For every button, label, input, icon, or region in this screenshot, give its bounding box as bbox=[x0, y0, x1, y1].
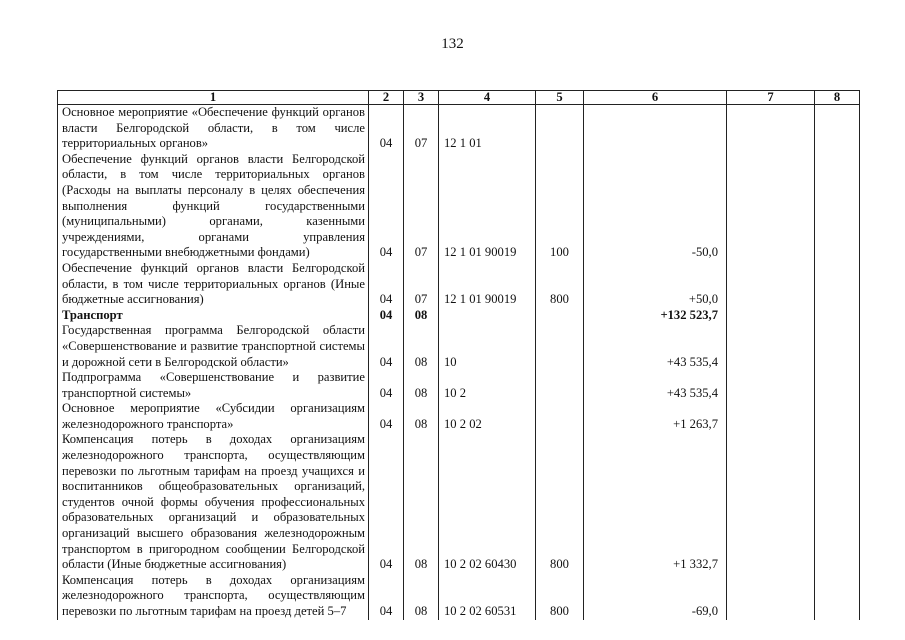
target-item-cell: 10 2 02 60430 bbox=[439, 432, 536, 572]
expense-type-cell bbox=[536, 105, 584, 152]
section-code-cell: 04 bbox=[369, 573, 404, 620]
section-code-cell: 04 bbox=[369, 323, 404, 370]
row-name-cell: Транспорт bbox=[58, 308, 369, 324]
expense-type-cell: 800 bbox=[536, 573, 584, 620]
section-code-cell: 04 bbox=[369, 261, 404, 308]
col7-cell bbox=[727, 261, 815, 308]
row-name-cell: Обеспечение функций органов власти Белгородской области, в том числе территориальных органов (Расходы на выплаты персоналу в целях обеспечения выполнения функций государственными (муниципальными) органами, казенными учреждениями, органами управления государственными внебюджетными фондами) bbox=[58, 152, 369, 261]
table-row bbox=[58, 370, 860, 401]
expense-type-cell bbox=[536, 370, 584, 401]
target-item-cell: 12 1 01 bbox=[439, 105, 536, 152]
target-item-cell: 10 2 02 bbox=[439, 401, 536, 432]
amount-change-cell bbox=[584, 105, 727, 152]
budget-table bbox=[57, 90, 860, 620]
table-row bbox=[58, 105, 860, 152]
col7-cell bbox=[727, 401, 815, 432]
target-item-cell: 12 1 01 90019 bbox=[439, 261, 536, 308]
section-code-cell: 04 bbox=[369, 308, 404, 324]
table-row bbox=[58, 573, 860, 620]
col7-cell bbox=[727, 370, 815, 401]
section-code-cell: 04 bbox=[369, 152, 404, 261]
amount-change-cell: +1 263,7 bbox=[584, 401, 727, 432]
amount-change-cell: +50,0 bbox=[584, 261, 727, 308]
expense-type-cell: 100 bbox=[536, 152, 584, 261]
table-row bbox=[58, 308, 860, 324]
amount-change-cell: +43 535,4 bbox=[584, 370, 727, 401]
expense-type-cell: 800 bbox=[536, 261, 584, 308]
expense-type-cell bbox=[536, 308, 584, 324]
table-header-row bbox=[58, 91, 860, 105]
expense-type-cell bbox=[536, 323, 584, 370]
section-code-cell: 04 bbox=[369, 401, 404, 432]
col8-cell bbox=[815, 152, 860, 261]
target-item-cell bbox=[439, 308, 536, 324]
col8-cell bbox=[815, 105, 860, 152]
subsection-code-cell: 08 bbox=[404, 370, 439, 401]
target-item-cell: 12 1 01 90019 bbox=[439, 152, 536, 261]
row-name-cell: Основное мероприятие «Обеспечение функций органов власти Белгородской области, в том числе территориальных органов» bbox=[58, 105, 369, 152]
col7-cell bbox=[727, 323, 815, 370]
header-col-7: 7 bbox=[727, 91, 815, 105]
header-col-5: 5 bbox=[536, 91, 584, 105]
amount-change-cell: -69,0 bbox=[584, 573, 727, 620]
col7-cell bbox=[727, 573, 815, 620]
header-col-8: 8 bbox=[815, 91, 860, 105]
row-name-cell: Основное мероприятие «Субсидии организациям железнодорожного транспорта» bbox=[58, 401, 369, 432]
col7-cell bbox=[727, 152, 815, 261]
subsection-code-cell: 08 bbox=[404, 401, 439, 432]
header-col-3: 3 bbox=[404, 91, 439, 105]
page-number: 132 bbox=[441, 36, 464, 52]
section-code-cell: 04 bbox=[369, 432, 404, 572]
subsection-code-cell: 08 bbox=[404, 573, 439, 620]
col8-cell bbox=[815, 401, 860, 432]
table-row bbox=[58, 401, 860, 432]
row-name-cell: Компенсация потерь в доходах организациям железнодорожного транспорта, осуществляющим перевозки по льготным тарифам на проезд учащихся и воспитанников общеобразовательных организаций, студентов очной формы обучения профессиональных образовательных организаций и образовательных организаций высшего образования железнодорожным транспортом в пригородном сообщении Белгородской области (Иные бюджетные ассигнования) bbox=[58, 432, 369, 572]
subsection-code-cell: 07 bbox=[404, 105, 439, 152]
col7-cell bbox=[727, 432, 815, 572]
header-col-1: 1 bbox=[58, 91, 369, 105]
row-name-cell: Государственная программа Белгородской области «Совершенствование и развитие транспортной системы и дорожной сети в Белгородской области» bbox=[58, 323, 369, 370]
subsection-code-cell: 07 bbox=[404, 261, 439, 308]
subsection-code-cell: 08 bbox=[404, 323, 439, 370]
subsection-code-cell: 08 bbox=[404, 308, 439, 324]
amount-change-cell: -50,0 bbox=[584, 152, 727, 261]
table-row bbox=[58, 432, 860, 572]
expense-type-cell bbox=[536, 401, 584, 432]
amount-change-cell: +43 535,4 bbox=[584, 323, 727, 370]
target-item-cell: 10 bbox=[439, 323, 536, 370]
section-code-cell: 04 bbox=[369, 370, 404, 401]
target-item-cell: 10 2 bbox=[439, 370, 536, 401]
table-row bbox=[58, 261, 860, 308]
col8-cell bbox=[815, 308, 860, 324]
header-col-4: 4 bbox=[439, 91, 536, 105]
col7-cell bbox=[727, 105, 815, 152]
col8-cell bbox=[815, 370, 860, 401]
header-col-6: 6 bbox=[584, 91, 727, 105]
col8-cell bbox=[815, 323, 860, 370]
row-name-cell: Обеспечение функций органов власти Белгородской области, в том числе территориальных органов (Иные бюджетные ассигнования) bbox=[58, 261, 369, 308]
col8-cell bbox=[815, 261, 860, 308]
table-row bbox=[58, 323, 860, 370]
amount-change-cell: +132 523,7 bbox=[584, 308, 727, 324]
col8-cell bbox=[815, 432, 860, 572]
target-item-cell: 10 2 02 60531 bbox=[439, 573, 536, 620]
section-code-cell: 04 bbox=[369, 105, 404, 152]
expense-type-cell: 800 bbox=[536, 432, 584, 572]
header-col-2: 2 bbox=[369, 91, 404, 105]
subsection-code-cell: 07 bbox=[404, 152, 439, 261]
table-body bbox=[58, 105, 860, 620]
row-name-cell: Подпрограмма «Совершенствование и развитие транспортной системы» bbox=[58, 370, 369, 401]
subsection-code-cell: 08 bbox=[404, 432, 439, 572]
table-row bbox=[58, 152, 860, 261]
col8-cell bbox=[815, 573, 860, 620]
amount-change-cell: +1 332,7 bbox=[584, 432, 727, 572]
col7-cell bbox=[727, 308, 815, 324]
row-name-cell: Компенсация потерь в доходах организациям железнодорожного транспорта, осуществляющим перевозки по льготным тарифам на проезд детей 5–7 bbox=[58, 573, 369, 620]
